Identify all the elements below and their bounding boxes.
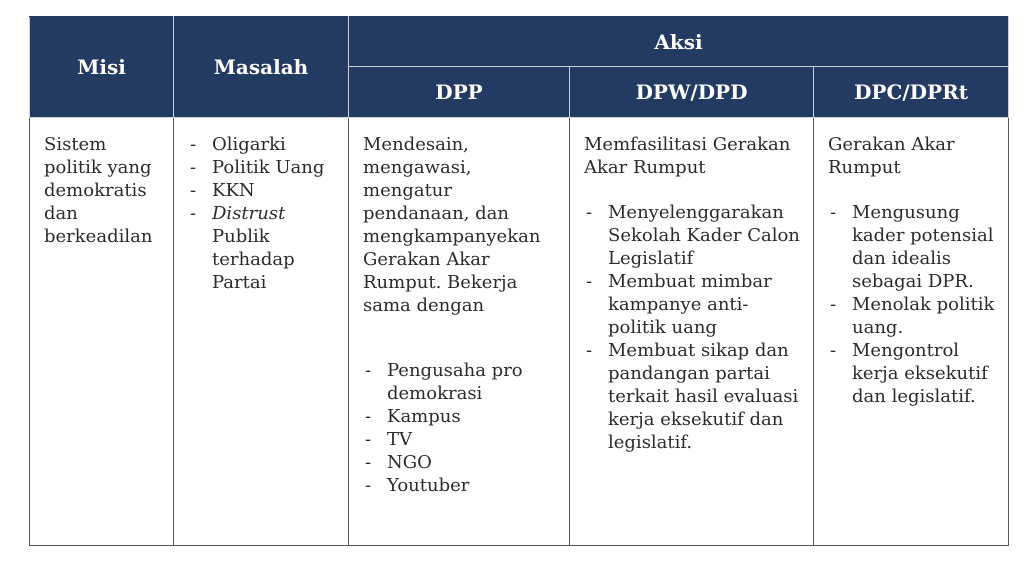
header-aksi: Aksi	[349, 17, 1009, 67]
header-dpw-dpd: DPW/DPD	[570, 67, 814, 118]
dash-marker: -	[190, 180, 197, 201]
dash-marker: -	[365, 406, 372, 427]
dash-marker: -	[365, 452, 372, 473]
list-item: - Pengusaha pro demokrasi	[365, 360, 523, 404]
list-item: - Membuat sikap dan pandangan partai terkait hasil evaluasi kerja eksekutif dan legislatif.	[586, 340, 799, 453]
dash-marker: -	[365, 475, 372, 496]
dash-marker: -	[190, 134, 197, 155]
dash-marker: -	[190, 203, 197, 224]
cell-dpp	[349, 118, 570, 546]
header-dpc-dprt: DPC/DPRt	[814, 67, 1009, 118]
dash-marker: -	[365, 429, 372, 450]
dash-marker: -	[830, 340, 837, 361]
dpc-intro: Gerakan Akar Rumput	[828, 134, 955, 178]
dash-marker: -	[586, 202, 593, 223]
cell-masalah	[174, 118, 349, 546]
header-dpp: DPP	[349, 67, 570, 118]
cell-dpw-dpd	[570, 118, 814, 546]
misi-text: Sistem politik yang demokratis dan berkeadilan	[44, 134, 153, 247]
dpw-list	[584, 201, 801, 454]
list-item: - KKN	[190, 180, 255, 201]
dash-marker: -	[190, 157, 197, 178]
list-item: - Menyelenggarakan Sekolah Kader Calon Legislatif	[586, 202, 800, 269]
list-item: - Mengontrol kerja eksekutif dan legislatif.	[830, 340, 988, 407]
masalah-list	[188, 133, 336, 294]
list-item: - Distrust Publik terhadap Partai	[190, 203, 295, 293]
list-item: - Menolak politik uang.	[830, 294, 995, 338]
dash-marker: -	[830, 294, 837, 315]
list-item: - Oligarki	[190, 134, 286, 155]
dash-marker: -	[586, 271, 593, 292]
cell-dpc-dprt	[814, 118, 1009, 546]
dash-marker: -	[830, 202, 837, 223]
list-item: - Membuat mimbar kampanye anti-politik uang	[586, 271, 772, 338]
dpc-list	[828, 201, 996, 408]
dpp-list	[363, 359, 557, 497]
distrust-term: Distrust	[212, 203, 286, 224]
list-item: - Politik Uang	[190, 157, 325, 178]
dpp-intro: Mendesain, mengawasi, mengatur pendanaan, dan mengkampanyekan Gerakan Akar Rumput. Bekerja sama dengan	[363, 134, 541, 316]
list-item: - TV	[365, 429, 413, 450]
list-item: - Youtuber	[365, 475, 470, 496]
list-item: - Kampus	[365, 406, 461, 427]
dpw-intro: Memfasilitasi Gerakan Akar Rumput	[584, 134, 791, 178]
dash-marker: -	[365, 360, 372, 381]
dash-marker: -	[586, 340, 593, 361]
list-item: - Mengusung kader potensial dan idealis sebagai DPR.	[830, 202, 994, 292]
strategy-table	[29, 16, 1009, 546]
cell-misi	[30, 118, 174, 546]
header-masalah: Masalah	[174, 17, 349, 118]
header-misi: Misi	[30, 17, 174, 118]
list-item: - NGO	[365, 452, 432, 473]
